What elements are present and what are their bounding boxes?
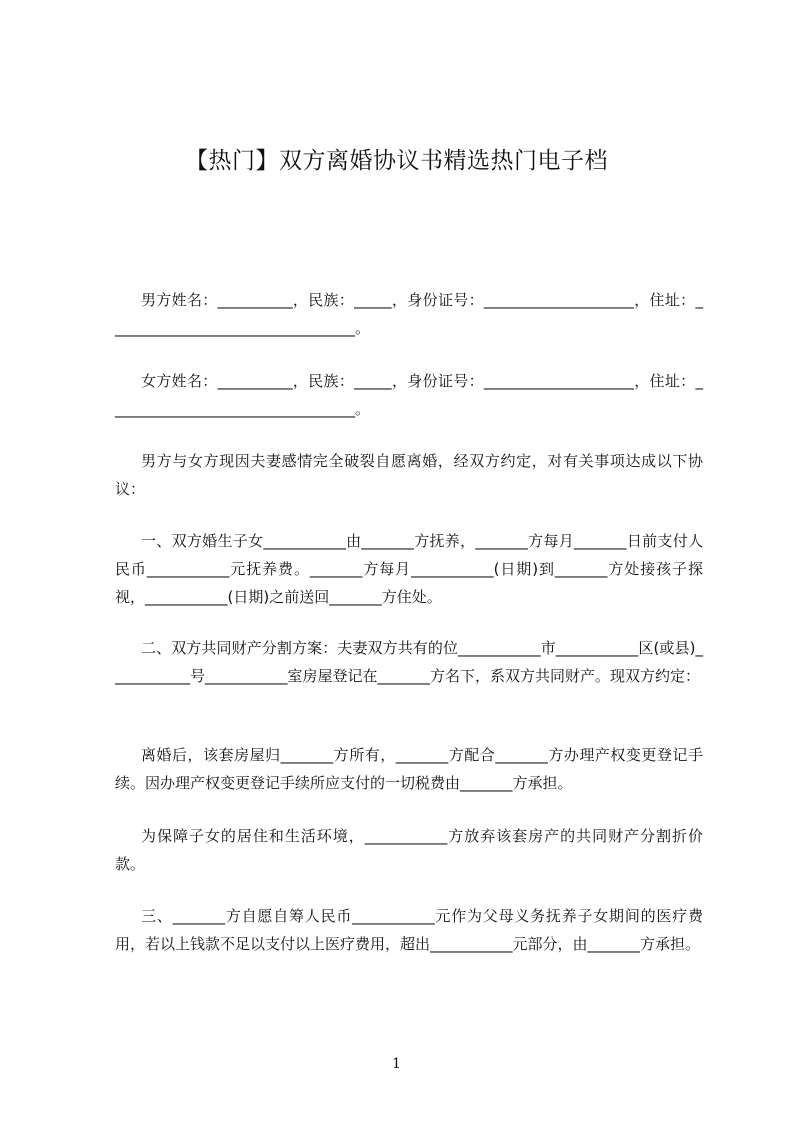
paragraph-male-info: 男方姓名：__________，民族：_____，身份证号：____________________，住址：_________________________________。 bbox=[115, 291, 703, 337]
paragraph-waiver: 为保障子女的居住和生活环境，___________方放弃该套房产的共同财产分割折价款。 bbox=[115, 827, 703, 873]
paragraph-clause-3-medical: 三、_______方自愿自筹人民币___________元作为父母义务抚养子女期间的医疗费用，若以上钱款不足以支付以上医疗费用，超出___________元部分，由_______方承担。 bbox=[115, 907, 703, 953]
paragraph-clause-1-children: 一、双方婚生子女___________由_______方抚养，_______方每月_______日前支付人民币___________元抚养费。_______方每月___________(日期)到_______方处接孩子探视，___________(日期)之前送回_______方住处。 bbox=[115, 532, 703, 606]
document-title: 【热门】双方离婚协议书精选热门电子档 bbox=[185, 148, 608, 174]
paragraph-house-ownership: 离婚后，该套房屋归_______方所有，_______方配合_______方办理产权变更登记手续。因办理产权变更登记手续所应支付的一切税费由_______方承担。 bbox=[115, 746, 703, 792]
paragraph-clause-2-property: 二、双方共同财产分割方案：夫妻双方共有的位___________市___________区(或县)___________号___________室房屋登记在_______方名下，系双方共同财产。现双方约定： bbox=[115, 639, 703, 685]
paragraph-female-info: 女方姓名：__________，民族：_____，身份证号：____________________，住址：_________________________________。 bbox=[115, 372, 703, 418]
paragraph-intro: 男方与女方现因夫妻感情完全破裂自愿离婚，经双方约定，对有关事项达成以下协议： bbox=[115, 452, 703, 498]
page-number: 1 bbox=[392, 1056, 401, 1072]
